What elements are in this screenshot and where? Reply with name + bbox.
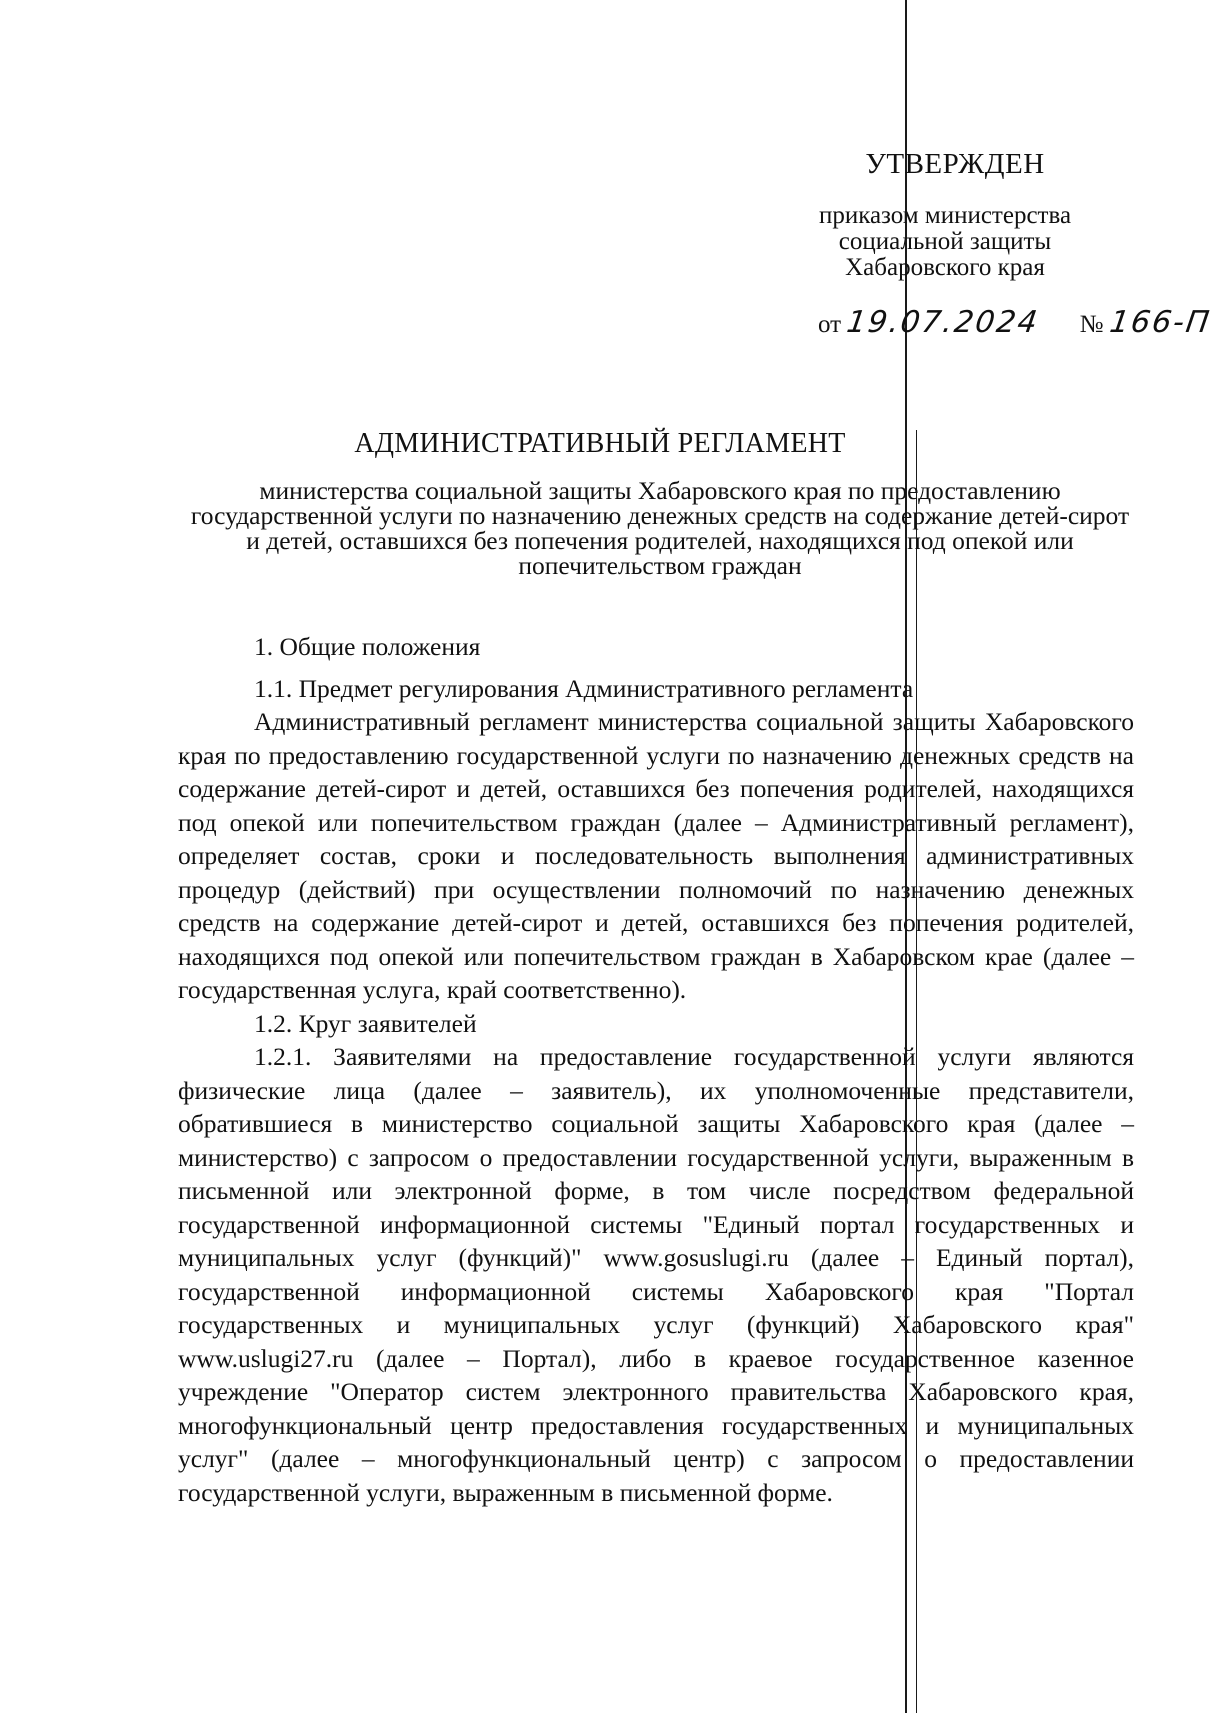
approval-line: приказом министерства: [818, 202, 1072, 229]
approval-stamp-title: УТВЕРЖДЕН: [865, 148, 1045, 180]
number-prefix: №: [1079, 311, 1104, 338]
paragraph: Административный регламент министерства социальной защиты Хабаровского края по предоставлению государственной услуги по назначению денежных средств на содержание детей-сирот и детей, оставшихся без попечения родителей, находящихся под опекой или попечительством граждан (далее – Административный регламент), определяет состав, сроки и последовательность выполнения административных процедур (действий) при осуществлении полномочий по назначению денежных средств на содержание детей-сирот и детей, оставшихся без попечения родителей, находящихся под опекой или попечительством граждан в Хабаровском крае (далее – государственная услуга, край соответственно).: [178, 707, 1134, 1004]
date-prefix: от: [818, 311, 842, 338]
approval-line: Хабаровского края: [845, 254, 1045, 281]
order-date-number: [818, 305, 1213, 340]
subsection-heading: 1.2. Круг заявителей: [254, 1008, 477, 1038]
approval-block: [780, 148, 1213, 340]
paragraph: 1.2.1. Заявителями на предоставление государственной услуги являются физические лица (далее – заявитель), их уполномоченные представители, обратившиеся в министерство социальной защиты Хабаровского края (далее – министерство) с запросом о предоставлении государственной услуги, выраженным в письменной или электронной форме, в том числе посредством федеральной государственной информационной системы "Единый портал государственных и муниципальных услуг (функций)" www.gosuslugi.ru (далее – Единый портал), государственной информационной системы Хабаровского края "Портал государственных и муниципальных услуг (функций) Хабаровского края" www.uslugi27.ru (далее – Портал), либо в краевое государственное казенное учреждение "Оператор систем электронного правительства Хабаровского края, многофункциональный центр предоставления государственных и муниципальных услуг" (далее – многофункциональный центр) с запросом о предоставлении государственной услуги, выраженным в письменной форме.: [178, 1042, 1134, 1507]
document-subtitle: министерства социальной защиты Хабаровского края по предоставлению государственной услуги по назначению денежных средств на содержание детей-сирот и детей, оставшихся без попечения родителей, находящихся под опекой или попечительством граждан: [190, 476, 1130, 580]
approval-line: социальной защиты: [838, 228, 1052, 255]
handwritten-date: 19.07.2024: [844, 305, 1042, 340]
document-body: [178, 630, 1134, 1509]
handwritten-number: 166-П: [1107, 305, 1213, 340]
section-heading: 1. Общие положения: [254, 632, 481, 661]
subsection-heading: 1.1. Предмет регулирования Административного регламента: [254, 673, 914, 703]
document-title: АДМИНИСТРАТИВНЫЙ РЕГЛАМЕНТ: [354, 428, 846, 459]
